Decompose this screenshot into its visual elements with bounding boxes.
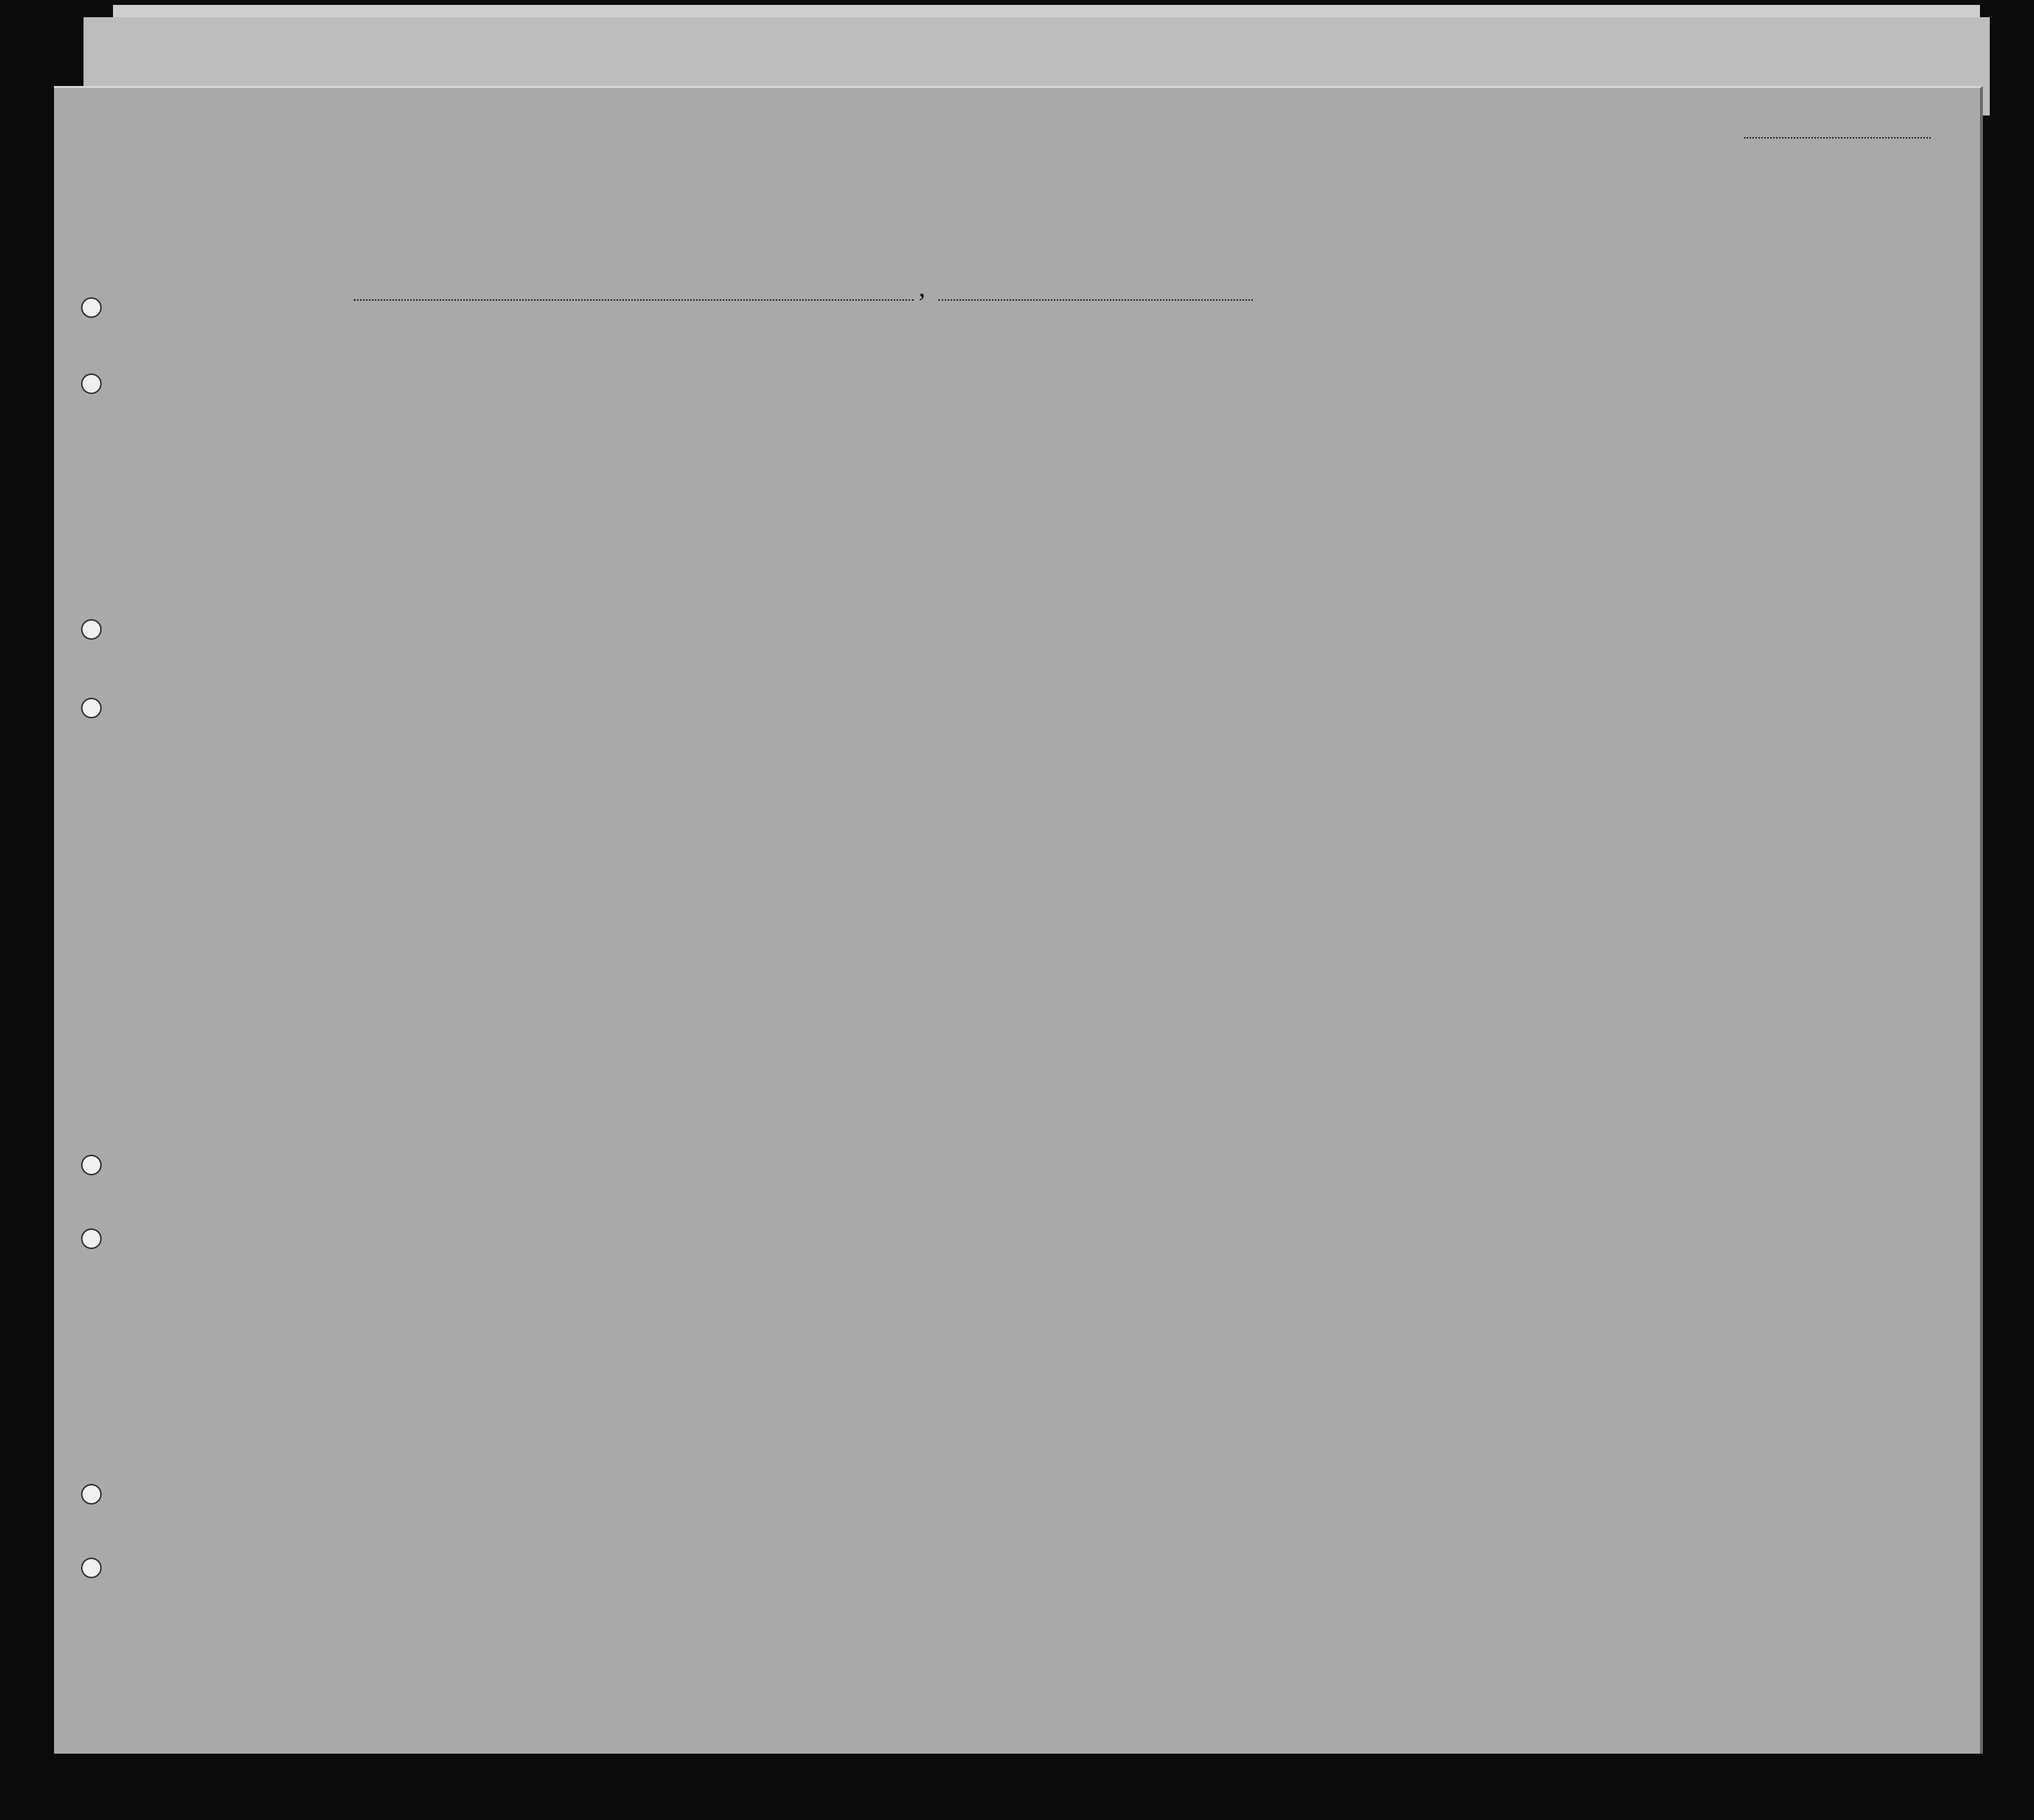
manifest-table bbox=[54, 88, 1980, 1754]
binder-hole bbox=[81, 1558, 102, 1578]
binder-hole bbox=[81, 619, 102, 640]
binder-hole bbox=[81, 1155, 102, 1175]
binder-hole bbox=[81, 1484, 102, 1505]
binder-hole bbox=[81, 1228, 102, 1249]
comma-sep: , bbox=[919, 273, 926, 302]
manifest-sheet bbox=[54, 86, 1983, 1754]
binder-hole bbox=[81, 297, 102, 318]
binder-hole bbox=[81, 373, 102, 394]
binder-hole bbox=[81, 698, 102, 718]
